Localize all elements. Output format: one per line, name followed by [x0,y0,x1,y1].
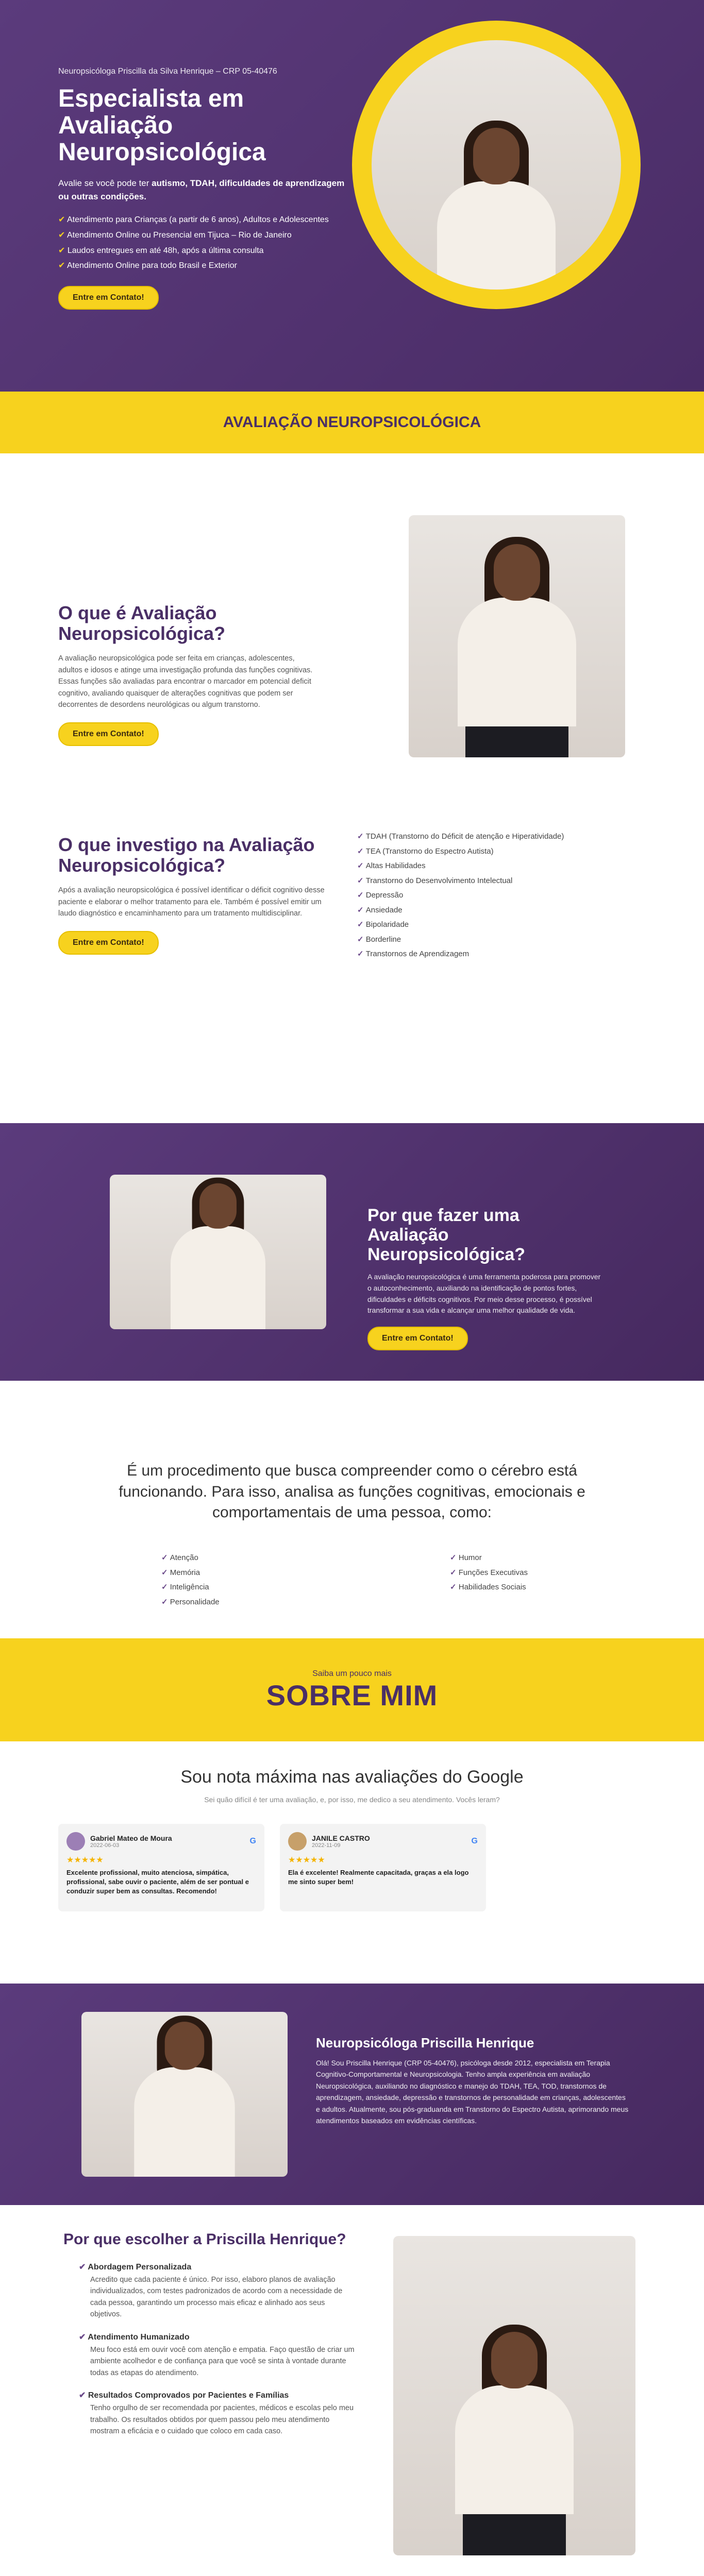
choose-item-title [79,2262,357,2272]
hero-title: Especialista em Avaliação Neuropsicológica [58,85,266,166]
why-paragraph: A avaliação neuropsicológica é uma ferramenta poderosa para promover o autoconhecimento, auxiliando na identificação de pontos fortes, dificuldades e déficits cognitivos. Por meio desse processo, é possível transformar a sua vida e alcançar uma melhor qualidade de vida. [367,1273,601,1315]
procedure-title: É um procedimento que busca compreender como o cérebro está funcionando. Para isso, analisa as funções cognitivas, emocionais e comportamentais de uma pessoa, como: [119,1462,585,1521]
review-text: Excelente profissional, muito atenciosa, simpática, profissional, sabe ouvir o paciente, além de ser pontual e conduzir super bem as consultas. Recomendo! [66,1869,249,1895]
bio-text [316,2035,630,2126]
avatar [66,1832,85,1851]
hero-bullet-text: Laudos entregues em até 48h, após a última consulta [67,246,264,255]
hero-bullet [58,229,347,242]
investigate-cta-button[interactable]: Entre em Contato! [58,931,159,955]
bio-title: Neuropsicóloga Priscilla Henrique [316,2035,534,2050]
about-banner-title: SOBRE MIM [266,1679,438,1711]
hero-subtitle-pre: Avalie se você pode ter [58,178,152,189]
procedure-col2 [450,1551,528,1595]
list-item: ✓ Bipolaridade [357,918,615,933]
hero-cta-button[interactable]: Entre em Contato! [58,286,159,310]
investigate-section [0,773,704,1123]
choose-item-title-text: Atendimento Humanizado [88,2332,190,2342]
choose-photo [393,2236,635,2555]
review-stars: ★★★★★ [288,1856,325,1865]
choose-item [79,2332,357,2379]
choose-item-text: Meu foco está em ouvir você com atenção e empatia. Faço questão de criar um ambiente acolhedor e de confiança para que você se sinta à vontade durante todas as etapas do atendimento. [90,2345,355,2377]
procedure-section [0,1381,704,1638]
avatar [288,1832,307,1851]
reviewer-name: Gabriel Mateo de Moura [90,1834,172,1842]
list-item: ✓ Atenção [161,1551,220,1566]
choose-item-text: Tenho orgulho de ser recomendada por pacientes, médicos e escolas pelo meu trabalho. Os resultados obtidos por quem passou pelo meu atendimento mostram a eficácia e o cuidado que coloco em cada caso. [90,2404,354,2436]
hero-text [58,67,347,310]
why-title: Por que fazer uma Avaliação Neuropsicológica? [367,1206,526,1265]
choose-item-title-text: Abordagem Personalizada [88,2263,192,2272]
bio-paragraph: Olá! Sou Priscilla Henrique (CRP 05-40476), psicóloga desde 2012, especialista em Terapia Cognitivo-Comportamental e Neuropsicologia. Tenho ampla experiência em avaliação Neuropsicológica, auxiliando no diagnóstico e manejo do TDAH, TEA, TOD, transtornos de aprendizagem, ansiedade, depressão e transtornos de personalidade em crianças, adolescentes e adultos. Atualmente, sou pós-graduanda em Transtorno do Espectro Autista, aprimorando meus atendimentos baseados em evidências científicas. [316,2059,629,2125]
choose-section [0,2205,704,2576]
list-item: ✓ Habilidades Sociais [450,1580,528,1595]
hero-bullet [58,213,347,227]
check-icon: ✔ [58,215,67,225]
hero-bullet-text: Atendimento Online ou Presencial em Tijuca – Rio de Janeiro [66,231,292,240]
hero-bullets [58,213,347,272]
choose-list [79,2262,357,2437]
review-card [280,1824,486,1911]
choose-item-title [79,2390,357,2400]
list-item: ✓ Funções Executivas [450,1566,528,1581]
list-item: ✓ Transtornos de Aprendizagem [357,947,615,962]
reviewer-name: JANILE CASTRO [312,1834,370,1842]
review-date: 2022-06-03 [90,1842,120,1849]
hero-photo [372,40,621,290]
bio-photo [81,2012,288,2177]
choose-item-title [79,2332,357,2342]
list-item: ✓ Transtorno do Desenvolvimento Intelectual [357,874,615,889]
investigate-title: O que investigo na Avaliação Neuropsicológica? [58,834,315,876]
hero-subtitle-bold: autismo, TDAH, dificuldades de aprendizagem ou outras condições. [58,178,345,201]
list-item: ✓ Inteligência [161,1580,220,1595]
hero-bullet [58,244,347,258]
check-icon: ✔ [79,2332,88,2342]
review-card [58,1824,264,1911]
list-item: ✓ TEA (Transtorno do Espectro Autista) [357,844,615,859]
choose-item [79,2262,357,2320]
about-banner-small: Saiba um pouco mais [312,1669,392,1678]
about-banner [0,1638,704,1741]
investigate-list [357,829,615,962]
investigate-text [58,835,326,955]
list-item: ✓ Ansiedade [357,903,615,918]
list-item: ✓ Borderline [357,933,615,947]
list-item: ✓ Personalidade [161,1595,220,1610]
choose-item-text: Acredito que cada paciente é único. Por isso, elaboro planos de avaliação individualizados, com testes padronizados de acordo com a necessidade de cada pessoa, garantindo um processo mais eficaz e alinhado aos seus objetivos. [90,2276,343,2319]
what-cta-button[interactable]: Entre em Contato! [58,722,159,746]
portrait-image [134,2022,235,2177]
hero-credential: Neuropsicóloga Priscilla da Silva Henrique – CRP 05-40476 [58,67,277,76]
portrait-image [458,544,576,757]
bio-section [0,1984,704,2205]
hero-bullet [58,259,347,273]
choose-item-title-text: Resultados Comprovados por Pacientes e Famílias [88,2391,289,2400]
what-text [58,603,316,746]
what-section [0,453,704,773]
google-icon: G [471,1837,478,1845]
hero-bullet-text: Atendimento para Crianças (a partir de 6 anos), Adultos e Adolescentes [66,215,329,225]
procedure-col1 [161,1551,220,1609]
check-icon: ✔ [58,261,67,270]
banner-avaliacao [0,392,704,453]
hero-bullet-text: Atendimento Online para todo Brasil e Exterior [66,261,237,270]
reviews-title: Sou nota máxima nas avaliações do Google [180,1767,524,1787]
choose-item [79,2390,357,2437]
list-item: ✓ Depressão [357,888,615,903]
banner-title: AVALIAÇÃO NEUROPSICOLÓGICA [223,414,481,431]
hero-subtitle [58,177,347,203]
google-icon: G [249,1837,256,1845]
investigate-paragraph: Após a avaliação neuropsicológica é possível identificar o déficit cognitivo desse paciente e elaborar o melhor tratamento para ele. Também é possível emitir um laudo diagnóstico e encaminhamento para um tratamento multidisciplinar. [58,886,325,918]
list-item: ✓ TDAH (Transtorno do Déficit de atenção e Hiperatividade) [357,829,615,844]
choose-title: Por que escolher a Priscilla Henrique? [63,2231,346,2248]
portrait-image [171,1183,265,1329]
review-stars: ★★★★★ [66,1856,104,1865]
why-section [0,1123,704,1381]
hero-photo-ring [352,21,641,309]
portrait-image [455,2332,574,2555]
why-photo [110,1175,326,1329]
reviews-subtitle: Sei quão difícil é ter uma avaliação, e, por isso, me dedico a seu atendimento. Vocês leram? [204,1795,500,1804]
what-paragraph: A avaliação neuropsicológica pode ser feita em crianças, adolescentes, adultos e idosos e atinge uma investigação profunda das funções cognitivas. Essas funções são avaliadas para encontrar o marcador em potencial deficit cognitivo, avaliando quaisquer de alterações cognitivas que podem ser decorrentes de desordens neurológicas ou algum transtorno. [58,654,313,709]
review-date: 2022-11-09 [312,1842,341,1849]
check-icon: ✔ [79,2391,88,2400]
check-icon: ✔ [79,2263,88,2272]
hero-section [0,0,704,392]
portrait-image [437,128,556,290]
list-item: ✓ Memória [161,1566,220,1581]
why-cta-button[interactable]: Entre em Contato! [367,1327,468,1350]
reviews-section [0,1741,704,1984]
check-icon: ✔ [58,231,67,240]
check-icon: ✔ [58,246,68,255]
what-photo [409,515,625,757]
why-text [367,1206,605,1350]
what-title: O que é Avaliação Neuropsicológica? [58,602,226,644]
review-text: Ela é excelente! Realmente capacitada, graças a ela logo me sinto super bem! [288,1869,469,1886]
list-item: ✓ Altas Habilidades [357,859,615,874]
list-item: ✓ Humor [450,1551,528,1566]
